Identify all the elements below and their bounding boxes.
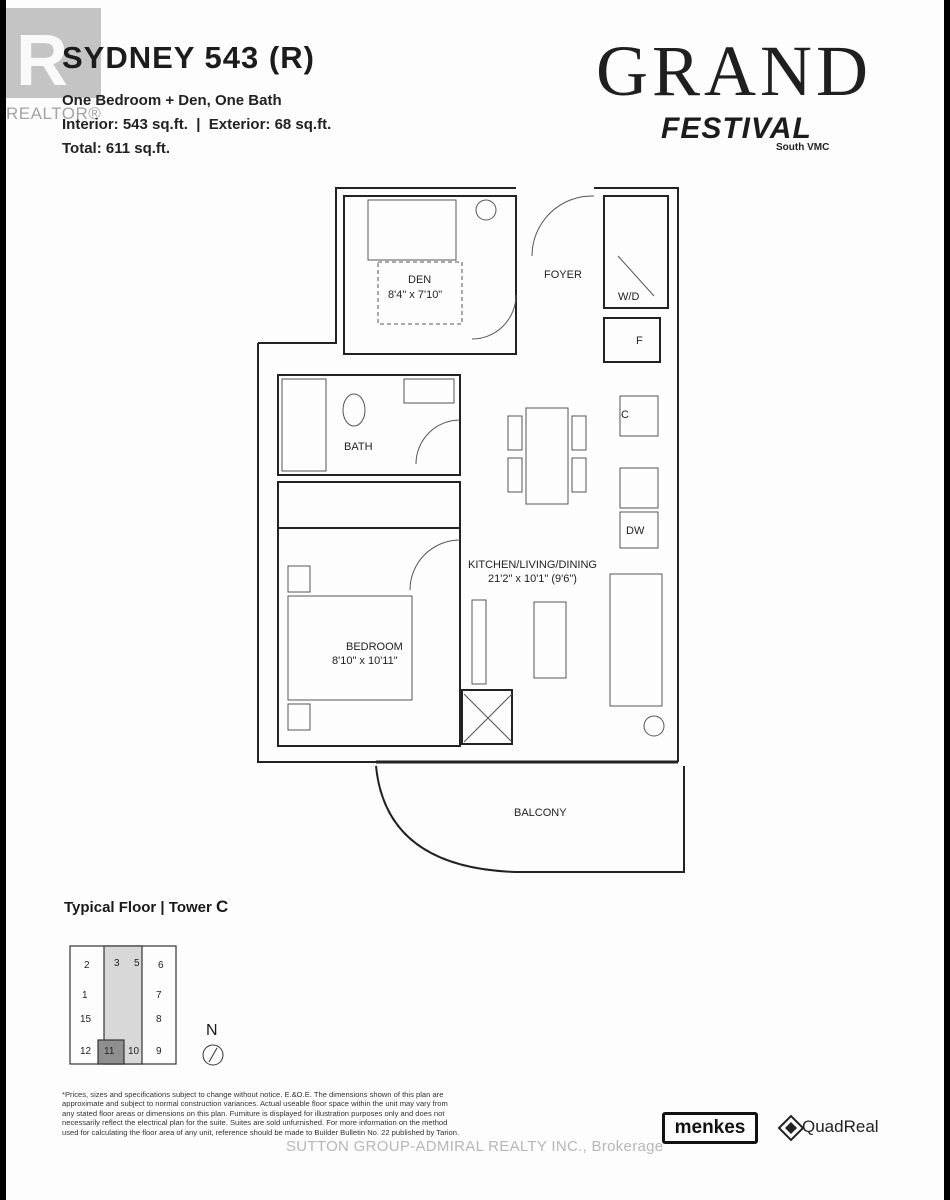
bath-label: BATH (344, 441, 373, 453)
unit-type: One Bedroom + Den, One Bath (62, 92, 282, 109)
cooktop-label: C (621, 409, 629, 421)
north-arrow-needle (209, 1048, 217, 1062)
toilet (343, 394, 365, 426)
living-fixture (644, 716, 664, 736)
brand-grand-logo: GRAND (596, 31, 873, 111)
brand-festival-logo: FESTIVAL (661, 112, 812, 145)
nightstand (288, 566, 310, 592)
den-desk (368, 200, 456, 260)
keyplan-unit: 3 (114, 958, 120, 969)
fridge-outline (604, 318, 660, 362)
keyplan-unit: 10 (128, 1046, 140, 1057)
dining-table (526, 408, 568, 504)
wd-label: W/D (618, 291, 640, 303)
floor-plan-drawing (6, 0, 944, 1200)
dishwasher-label: DW (626, 525, 645, 537)
realtor-watermark-text: REALTOR® (6, 104, 102, 123)
menkes-logo: menkes (662, 1112, 758, 1144)
keyplan-tower: C (216, 897, 229, 916)
den-label: DEN (408, 274, 432, 286)
brand-south-vmc: South VMC (776, 142, 830, 153)
dining-chair (572, 416, 586, 450)
bath-door-swing (416, 420, 460, 464)
unit-total: Total: 611 sq.ft. (62, 140, 171, 157)
vanity (404, 379, 454, 403)
keyplan-unit: 6 (158, 960, 164, 971)
keyplan-unit: 5 (134, 958, 140, 969)
keyplan-unit: 7 (156, 990, 162, 1001)
kitchen-sink (620, 468, 658, 508)
den-fixture (476, 200, 496, 220)
keyplan-unit: 11 (104, 1046, 115, 1057)
keyplan-heading (64, 897, 228, 917)
balcony-outline (376, 766, 684, 872)
keyplan-unit: 1 (82, 990, 88, 1001)
disclaimer-text: *Prices, sizes and specifications subject to change without notice. E.&O.E. The dimensions shown of this plan are approximate and subject to normal construction variances. Actual useable floor space within the unit may vary from any stated floor areas or dimensions on this plan. Furniture is displayed for illustration purposes only and does not necessarily reflect the electrical plan for the suite. Suites are sold unfurnished. For more information on the method used for calculating the floor area of any unit, reference should be made to Builder Bulletin No. 22 published by Tarion. (62, 1090, 460, 1137)
realtor-logo-letter: R (16, 21, 68, 101)
bathtub (282, 379, 326, 471)
kitchen-dims: 21'2" x 10'1" (9'6") (488, 573, 577, 585)
unit-title: SYDNEY 543 (R) (62, 40, 315, 75)
dining-chair (508, 416, 522, 450)
north-label: N (206, 1022, 218, 1039)
quadreal-icon (779, 1116, 803, 1140)
keyplan-heading-label: Typical Floor | Tower (64, 899, 216, 916)
keyplan-unit: 12 (80, 1046, 92, 1057)
coffee-table (534, 602, 566, 678)
dining-chair (572, 458, 586, 492)
entry-door-swing (532, 196, 594, 256)
bedroom-door-swing (410, 540, 460, 590)
bedroom-walls (278, 528, 460, 746)
quadreal-logo: QuadReal (802, 1117, 879, 1136)
brokerage-watermark: SUTTON GROUP-ADMIRAL REALTY INC., Brokerage (286, 1138, 664, 1155)
bedroom-dims: 8'10" x 10'11" (332, 655, 398, 667)
nightstand (288, 704, 310, 730)
kitchen-label: KITCHEN/LIVING/DINING (468, 559, 597, 571)
balcony-label: BALCONY (514, 807, 567, 819)
den-dims: 8'4" x 7'10" (388, 289, 443, 301)
keyplan-unit: 15 (80, 1014, 92, 1025)
tv-console (472, 600, 486, 684)
keyplan-unit: 2 (84, 960, 90, 971)
bedroom-closet (278, 482, 460, 528)
foyer-label: FOYER (544, 269, 582, 281)
dining-chair (508, 458, 522, 492)
bedroom-label: BEDROOM (346, 641, 403, 653)
sofa (610, 574, 662, 706)
bath-walls (278, 375, 460, 475)
floorplan-sheet (6, 0, 944, 1200)
shaft-cross (464, 694, 512, 742)
unit-area: Interior: 543 sq.ft. | Exterior: 68 sq.ft. (62, 116, 332, 133)
fridge-label: F (636, 335, 643, 347)
keyplan-unit: 9 (156, 1046, 162, 1057)
keyplan-unit: 8 (156, 1014, 162, 1025)
wd-diagonal (618, 256, 654, 296)
den-door-swing (472, 295, 516, 339)
